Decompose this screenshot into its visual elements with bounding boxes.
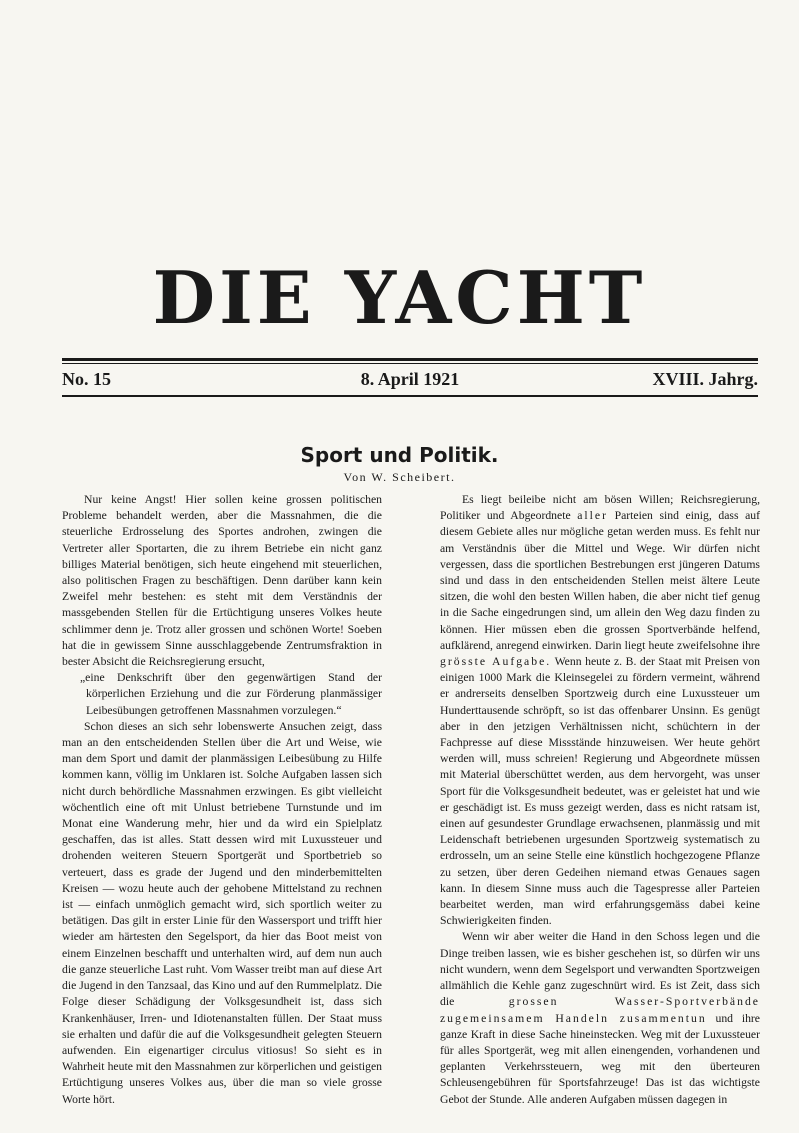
emphasis-spaced: grossen Wasser-Sportverbände zugemeinsamem Handeln zusammentun (440, 995, 760, 1025)
text-run: Es liegt beileibe nicht am bösen Willen; Reichsregierung, Politiker und Abgeordnete (440, 493, 760, 523)
masthead-rule-top (62, 358, 758, 361)
quotation: „eine Denkschrift über den gegenwärtigen Stand der körperlichen Erziehung und die zur Förderung planmässiger Leibesübungen getroffenen Massnahmen vorzulegen.“ (80, 671, 382, 717)
text-run: und ihre ganze Kraft in diese Sache hineinstecken. Weg mit der Luxussteuer für alles Sportgerät, weg mit allen einengenden, vorhandenen und geplanten Verkehrssteuern, weg mit den überteuren Schleusengebühren für Sportsfahrzeuge! Das ist das wichtigste Gebot der Stunde. Alle anderen Aufgaben müssen dagegen in (440, 1011, 760, 1106)
article-column-left (62, 492, 382, 1108)
text-run: Wenn wir aber weiter die Hand in den Schoss legen und die Dinge treiben lassen, wie es bisher geschehen ist, so dürfen wir uns nicht wundern, wenn dem Segelsport und verwandten Sportzweigen allmählich die Kehle ganz zugeschnürt wird. Es ist Zeit, dass sich die (440, 930, 760, 1009)
issue-rule-bottom (62, 395, 758, 397)
issue-info (62, 366, 758, 392)
masthead-title: DIE YACHT (152, 255, 647, 340)
text-run: Parteien sind einig, dass auf diesem Gebiete alles nur mögliche getan werden muss. Es fehlt nur am Verständnis über die Mittel und Wege. Wir dürfen nicht vergessen, dass die sportlichen Bestrebungen erst jüngeren Datums sind und dass in den entscheidenden Stellen meist ältere Leute sitzen, die wohl den besten Willen haben, die aber nicht tief genug in die Sache eingedrungen sind, um allein den Weg dazu finden zu können. Hier müssen eben die grossen Sportverbände helfend, aufklärend, anregend einwirken. Darin liegt heute zweifelsohne ihre (440, 509, 760, 652)
text-run: Wenn heute z. B. der Staat mit Preisen von einigen 1000 Mark die Kleinsegelei zu fördern vermeint, während er andrerseits denselben Sportzweig durch eine Luxussteuer um Hunderttausende schröpft, so ist das offenbarer Unsinn. Es genügt aber in den jetzigen Verhältnissen nicht, schüchtern in der Fachpresse auf diese Missstände hinzuweisen. Wer heute gehört werden will, muss schreien! Regierung und Abgeordnete müssen mit Material überschüttet werden, aus dem hervorgeht, was unser Sport für die Volksgesundheit bedeutet, was er geleistet hat und wie er geschädigt ist. Es muss gezeigt werden, dass es nicht ratsam ist, einen auf gesundester Grundlage erwachsenen, planmässig und mit Leidenschaft betriebenen urgesunden Sportzweig systematisch zu erdrosseln, um an seine Stelle eine künstlich hochgezogene Pflanze zu setzen, über deren Gedeihen niemand etwas Genaues sagen kann. In diesem Sinne muss auch die Tagespresse aller Parteien bearbeitet werden, man wird erfahrungsgemäss dabei keine Schwierigkeiten finden. (440, 655, 760, 928)
article-column-right (440, 492, 760, 1108)
paragraph: Nur keine Angst! Hier sollen keine grossen politischen Probleme behandelt werden, aber die Massnahmen, die die steuerliche Erdrosselung des Sportes androhen, zwingen die Vertreter aller Sportarten, die zu ihrem Betriebe ein nicht ganz billiges Material benötigen, sich heute eingehend mit steuerlichen, also politischen Fragen zu beschäftigen. Denn darüber kann kein Zweifel mehr bestehen: es steht mit dem Verständnis der massgebenden Stellen für die Ertüchtigung unseres Volkes heute schlimmer denn je. Trotz aller grossen und schönen Worte! Soeben hat die in gewissem Sinne ausschlaggebende Zentrumsfraktion in bester Absicht die Reichsregierung ersucht, (62, 493, 382, 669)
paragraph: Schon dieses an sich sehr lobenswerte Ansuchen zeigt, dass man an den entscheidenden Stellen über die Art und Weise, wie man dem Sport und damit der planmässigen Leibesübung zu Hilfe kommen kann, völlig im Unklaren ist. Solche Aufgaben lassen sich nicht durch behördliche Massnahmen erzwingen. Es gibt vielleicht wöchentlich eine oft mit Unlust betriebene Turnstunde und im Monat eine Wanderung mehr, hier und da wird ein Spielplatz geschaffen, das ist alles. Statt dessen wird mit Luxussteuer und drohenden weiteren Steuern Sportgerät und Sportbetrieb so verteuert, dass es grade der Jugend und den minderbemittelten Kreisen — wozu heute auch der gehobene Mittelstand zu rechnen ist — einfach unmöglich gemacht wird, sich sportlich weiter zu betätigen. Das gilt in erster Linie für den Wassersport und trifft hier wieder am härtesten den Segelsport, da hier das Boot meist von einem Einzelnen beschafft und unterhalten wird, auf dem nun auch die ganze steuerliche Last ruht. Vom Wasser treibt man auf diese Art die Jugend in den Tanzsaal, das Kino und auf den Rummelplatz. Die Folge dieser Schädigung der Volksgesundheit ist, dass sich Krankenhäuser, Irren- und Idiotenanstalten füllen. Der Staat muss sie erhalten und dafür die auf die Volksgesundheit gelegten Steuern aufwenden. Ein eigenartiger circulus vitiosus! So sieht es in Wahrheit heute mit den Massnahmen zur körperlichen und geistigen Ertüchtigung unseres Volkes aus, über die man so viele grosse Worte hört. (62, 719, 382, 1106)
masthead-rule-thin (62, 363, 758, 364)
paragraph (440, 929, 760, 1107)
emphasis-spaced: grösste Aufgabe. (440, 655, 552, 669)
issue-volume: XVIII. Jahrg. (652, 369, 758, 389)
article-headline: Sport und Politik. (300, 443, 499, 467)
issue-date: 8. April 1921 (360, 369, 460, 389)
emphasis-spaced: aller (577, 509, 608, 523)
issue-number: No. 15 (62, 369, 111, 389)
paragraph (440, 492, 760, 929)
article-byline: Von W. Scheibert. (343, 470, 456, 484)
